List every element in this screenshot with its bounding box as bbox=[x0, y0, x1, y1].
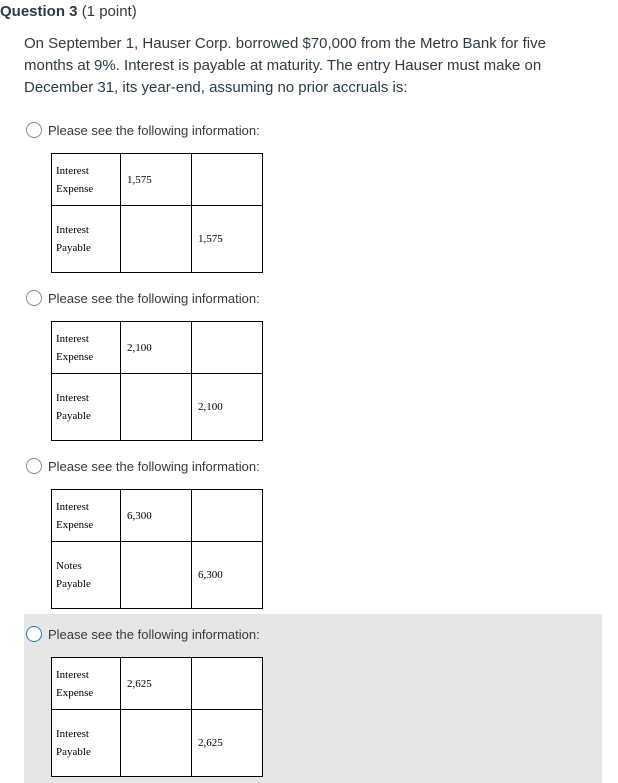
account-cell bbox=[52, 206, 121, 273]
journal-entry-table bbox=[51, 321, 263, 441]
account-cell bbox=[52, 322, 121, 374]
question-number: Question 3 bbox=[0, 3, 78, 20]
account-name-line2: Expense bbox=[56, 518, 94, 531]
credit-cell bbox=[192, 154, 263, 206]
credit-cell: 1,575 bbox=[192, 206, 263, 273]
account-cell bbox=[52, 490, 121, 542]
radio-button-option-1[interactable] bbox=[26, 122, 42, 138]
journal-entry-table bbox=[51, 489, 263, 609]
debit-cell: 1,575 bbox=[121, 154, 192, 206]
table-row bbox=[52, 542, 263, 609]
account-name-line1: Interest bbox=[56, 728, 89, 740]
question-points: (1 point) bbox=[81, 3, 137, 20]
debit-cell bbox=[121, 374, 192, 441]
table-row bbox=[52, 154, 263, 206]
credit-cell: 6,300 bbox=[192, 542, 263, 609]
account-name-line2: Expense bbox=[56, 350, 94, 363]
debit-cell bbox=[121, 206, 192, 273]
account-name-line1: Interest bbox=[56, 224, 89, 236]
journal-entry-table bbox=[51, 153, 263, 273]
answer-option-1[interactable] bbox=[24, 120, 602, 280]
account-name-line1: Notes bbox=[56, 560, 82, 572]
account-name-line1: Interest bbox=[56, 668, 89, 681]
account-cell bbox=[52, 542, 121, 609]
credit-cell bbox=[192, 490, 263, 542]
option-label: Please see the following information: bbox=[48, 290, 260, 306]
debit-cell: 2,625 bbox=[121, 658, 192, 710]
table-row bbox=[52, 322, 263, 374]
question-text: On September 1, Hauser Corp. borrowed $70,000 from the Metro Bank for five months at 9%. Interest is payable at maturity. The entry Hauser must make on December 31, its year-end, assuming no prior accruals is: bbox=[24, 35, 546, 96]
credit-cell: 2,625 bbox=[192, 710, 263, 777]
question-header bbox=[0, 3, 137, 20]
credit-cell bbox=[192, 658, 263, 710]
table-row bbox=[52, 658, 263, 710]
account-name-line2: Payable bbox=[56, 410, 91, 422]
account-cell bbox=[52, 710, 121, 777]
account-name-line2: Expense bbox=[56, 686, 94, 699]
account-name-line2: Expense bbox=[56, 182, 94, 195]
account-name-line2: Payable bbox=[56, 242, 91, 254]
account-name-line1: Interest bbox=[56, 332, 89, 345]
credit-cell: 2,100 bbox=[192, 374, 263, 441]
table-row bbox=[52, 490, 263, 542]
account-name-line2: Payable bbox=[56, 578, 91, 590]
account-cell bbox=[52, 154, 121, 206]
table-row bbox=[52, 374, 263, 441]
account-name-line1: Interest bbox=[56, 392, 89, 404]
option-label: Please see the following information: bbox=[48, 626, 260, 642]
credit-cell bbox=[192, 322, 263, 374]
radio-button-option-4[interactable] bbox=[26, 626, 42, 642]
option-label: Please see the following information: bbox=[48, 458, 260, 474]
answer-option-2[interactable] bbox=[24, 288, 602, 448]
debit-cell bbox=[121, 542, 192, 609]
table-row bbox=[52, 206, 263, 273]
answer-option-4[interactable] bbox=[24, 614, 602, 783]
account-name-line2: Payable bbox=[56, 746, 91, 758]
journal-entry-table bbox=[51, 657, 263, 777]
debit-cell: 2,100 bbox=[121, 322, 192, 374]
table-row bbox=[52, 710, 263, 777]
account-name-line1: Interest bbox=[56, 164, 89, 177]
account-cell bbox=[52, 658, 121, 710]
radio-button-option-2[interactable] bbox=[26, 290, 42, 306]
option-label: Please see the following information: bbox=[48, 122, 260, 138]
debit-cell bbox=[121, 710, 192, 777]
debit-cell: 6,300 bbox=[121, 490, 192, 542]
answer-option-3[interactable] bbox=[24, 456, 602, 616]
account-cell bbox=[52, 374, 121, 441]
radio-button-option-3[interactable] bbox=[26, 458, 42, 474]
account-name-line1: Interest bbox=[56, 500, 89, 513]
